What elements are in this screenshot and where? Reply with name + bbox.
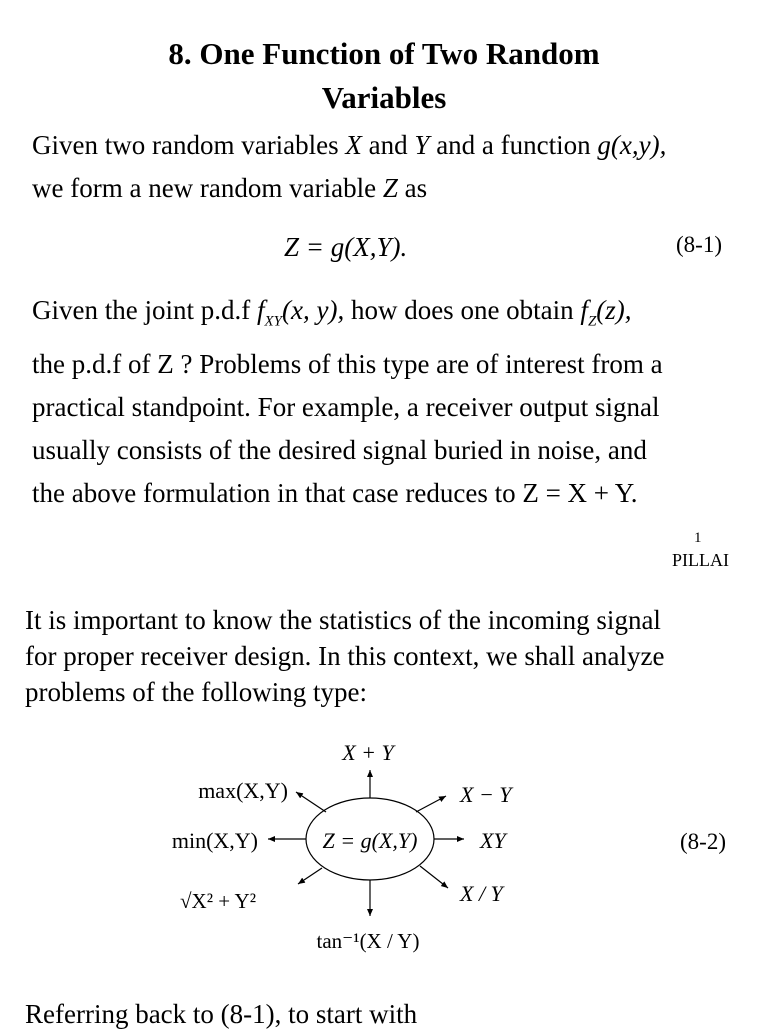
intro-line-2: we form a new random variable Z as bbox=[32, 173, 428, 203]
label-min: min(X,Y) bbox=[171, 828, 258, 853]
problem-line-3: practical standpoint. For example, a receiver output signal bbox=[32, 392, 660, 423]
arrow-top-right bbox=[416, 796, 446, 812]
label-sum: X + Y bbox=[342, 740, 394, 765]
referring-line-1: Referring back to (8-1), to start with bbox=[25, 999, 418, 1029]
intro-paragraph bbox=[32, 124, 752, 210]
arrow-bottom-left bbox=[298, 868, 322, 884]
label-difference: X − Y bbox=[460, 782, 512, 807]
function-diagram bbox=[0, 730, 768, 960]
statistics-line-3: problems of the following type: bbox=[25, 677, 367, 707]
problem-line-1: Given the joint p.d.f $f_{XY}(x$, y), how does one obtain $f_Z(z)$, bbox=[32, 295, 632, 330]
arrow-bottom-right bbox=[420, 866, 448, 888]
page-title bbox=[0, 32, 768, 120]
statistics-line-2: for proper receiver design. In this context, we shall analyze bbox=[25, 641, 665, 671]
label-arctan: tan⁻¹(X / Y) bbox=[316, 929, 420, 953]
title-line-2: Variables bbox=[321, 80, 447, 115]
equation-8-1: Z = g(X,Y). bbox=[284, 232, 408, 262]
statistics-paragraph bbox=[25, 602, 755, 710]
label-max: max(X,Y) bbox=[198, 778, 288, 803]
problem-line-5: the above formulation in that case reduces to Z = X + Y. bbox=[32, 478, 638, 509]
equation-number-8-1: (8-1) bbox=[676, 232, 722, 257]
label-product: XY bbox=[480, 828, 506, 853]
title-line-1: 8. One Function of Two Random bbox=[168, 36, 600, 71]
referring-paragraph bbox=[25, 996, 755, 1032]
intro-line-1: Given two random variables X and Y and a function g(x,y), bbox=[32, 130, 667, 160]
problem-line-4: usually consists of the desired signal buried in noise, and bbox=[32, 435, 647, 466]
statistics-line-1: It is important to know the statistics of the incoming signal bbox=[25, 605, 661, 635]
author-footer: PILLAI bbox=[672, 550, 729, 570]
page-number: 1 bbox=[694, 530, 702, 546]
label-magnitude: √X² + Y² bbox=[180, 889, 257, 913]
center-label: Z = g(X,Y) bbox=[322, 828, 418, 853]
problem-paragraph bbox=[32, 289, 762, 515]
equation-number-8-2: (8-2) bbox=[680, 829, 726, 854]
arrow-top-left bbox=[296, 792, 326, 812]
label-ratio: X / Y bbox=[460, 881, 503, 906]
problem-line-2: the p.d.f of Z ? Problems of this type are of interest from a bbox=[32, 349, 663, 380]
